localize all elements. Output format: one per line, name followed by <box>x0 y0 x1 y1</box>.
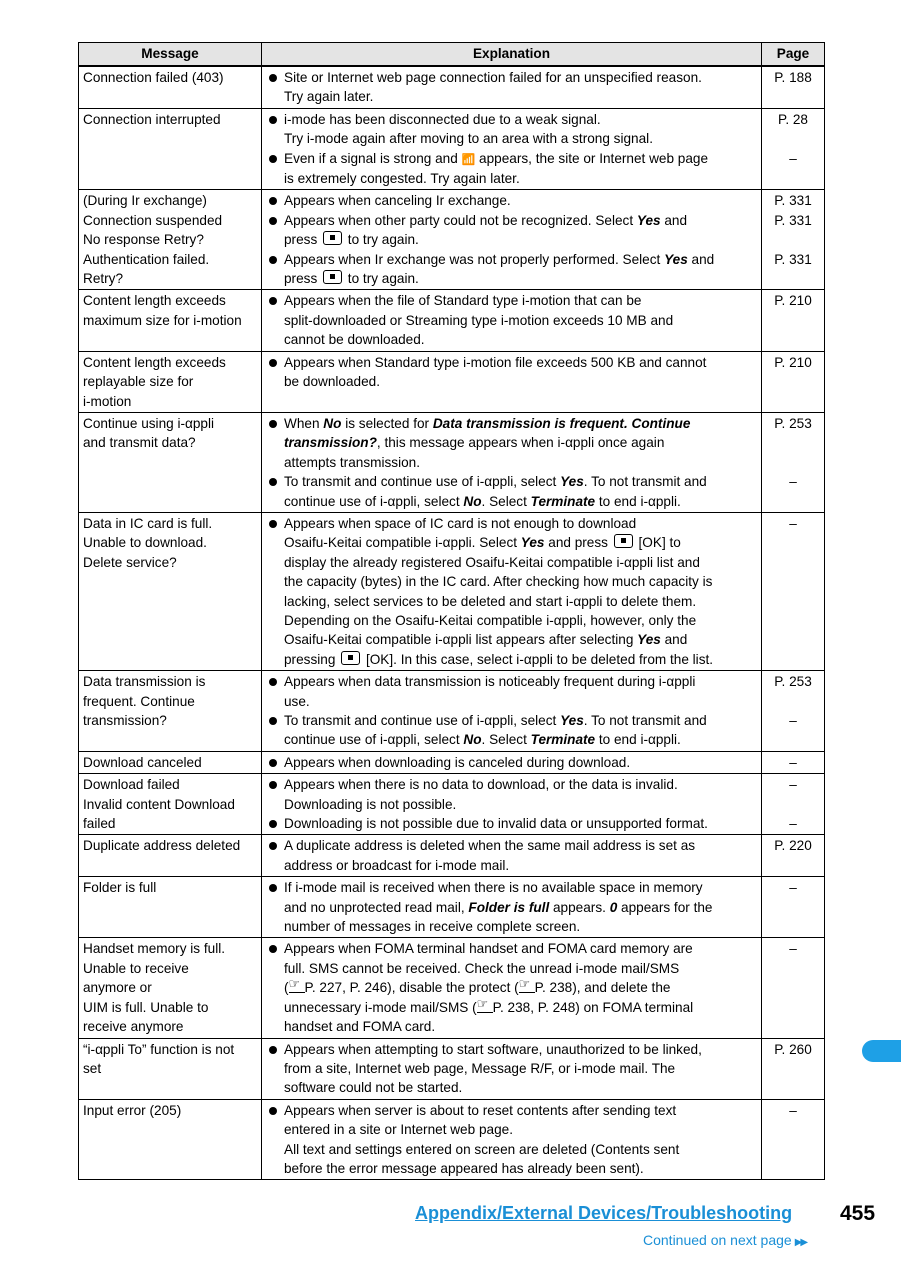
section-title-link[interactable]: Appendix/External Devices/Troubleshooting <box>415 1203 793 1223</box>
center-key-icon <box>614 534 633 548</box>
bullet-item <box>266 110 757 149</box>
page-ref-cell: – – <box>762 774 825 835</box>
bullet-item <box>266 814 757 833</box>
table-row <box>79 877 825 938</box>
message-table <box>78 42 825 1180</box>
explanation-cell <box>262 671 762 752</box>
page-ref-cell: P. 253 – <box>762 412 825 512</box>
message-cell: Data in IC card is full. Unable to download. Delete service? <box>79 512 262 670</box>
page-ref-cell: P. 28 – <box>762 108 825 190</box>
table-row <box>79 1099 825 1180</box>
table-body <box>79 66 825 1180</box>
signal-congestion-icon: 📶 <box>461 152 476 166</box>
bullet-item <box>266 68 757 107</box>
explanation-cell <box>262 108 762 190</box>
bullet-dot-icon <box>266 1040 284 1098</box>
bullet-item <box>266 250 757 289</box>
message-cell: Content length exceeds replayable size for i-motion <box>79 351 262 412</box>
center-key-icon <box>323 231 342 245</box>
bullet-text: Appears when the file of Standard type i-motion that can be split-downloaded or Streaming type i-motion exceeds 10 MB and cannot be downloaded. <box>284 293 674 348</box>
bullet-item <box>266 836 757 875</box>
explanation-cell <box>262 190 762 290</box>
bullet-dot-icon <box>266 672 284 711</box>
bullet-text: Appears when FOMA terminal handset and FOMA card memory are full. SMS cannot be received. Check the unread i-mode mail/SMS (☞ P. 227, P. 246), disable the protect (☞ P. 238), and delete the unnecessary i-mode mail/SMS (☞ P. 238, P. 248) on FOMA terminal handset and FOMA card. <box>284 939 757 1036</box>
page-ref-cell: – <box>762 512 825 670</box>
bullet-dot-icon <box>266 775 284 814</box>
table-row <box>79 671 825 752</box>
bullet-item <box>266 753 757 772</box>
bullet-dot-icon <box>266 814 284 833</box>
bullet-text: A duplicate address is deleted when the same mail address is set as address or broadcast for i-mode mail. <box>284 838 696 873</box>
bullet-dot-icon <box>266 711 284 750</box>
bullet-text: Appears when there is no data to download, or the data is invalid. Downloading is not possible. <box>284 777 678 812</box>
message-cell: Continue using i-αppli and transmit data? <box>79 412 262 512</box>
table-row <box>79 774 825 835</box>
explanation-cell <box>262 512 762 670</box>
bullet-dot-icon <box>266 1101 284 1179</box>
message-cell: Folder is full <box>79 877 262 938</box>
center-key-icon <box>323 270 342 284</box>
bullet-item <box>266 939 757 1036</box>
message-cell: Data transmission is frequent. Continue transmission? <box>79 671 262 752</box>
page-ref-cell: – <box>762 1099 825 1180</box>
page-ref-cell: – <box>762 877 825 938</box>
page-ref-cell: P. 210 <box>762 290 825 351</box>
bullet-text: Appears when Ir exchange was not properly performed. Select Yes and press to try again. <box>284 251 715 287</box>
bullet-item <box>266 353 757 392</box>
message-cell: Connection failed (403) <box>79 66 262 108</box>
bullet-text: Appears when other party could not be recognized. Select Yes and press to try again. <box>284 212 688 248</box>
message-cell: Handset memory is full. Unable to receive anymore or UIM is full. Unable to receive anymore <box>79 938 262 1038</box>
bullet-dot-icon <box>266 472 284 511</box>
bullet-dot-icon <box>266 878 284 936</box>
page-ref-cell: – <box>762 938 825 1038</box>
bullet-text: Site or Internet web page connection failed for an unspecified reason. Try again later. <box>284 70 702 105</box>
bullet-dot-icon <box>266 514 284 669</box>
bullet-text: i-mode has been disconnected due to a weak signal. Try i-mode again after moving to an area with a strong signal. <box>284 111 653 147</box>
bullet-dot-icon <box>266 414 284 472</box>
bullet-dot-icon <box>266 110 284 149</box>
bullet-text: Even if a signal is strong and 📶 appears, the site or Internet web page is extremely congested. Try again later. <box>284 150 709 187</box>
bullet-item <box>266 514 757 669</box>
explanation-cell <box>262 290 762 351</box>
bullet-text: Appears when space of IC card is not enough to download Osaifu-Keitai compatible i-αppli. Select Yes and press [OK] to display the already registered Osaifu-Keitai compatible i-αppli list and the capacity (bytes) in the IC card. After checking how much capacity is lacking, select services to be deleted and start i-αppli to delete them. Depending on the Osaifu-Keitai compatible i-αppli, however, only the Osaifu-Keitai compatible i-αppli list appears after selecting Yes and pressing [OK]. In this case, select i-αppli to be deleted from the list. <box>284 515 714 667</box>
bullet-dot-icon <box>266 149 284 189</box>
page-ref-cell: P. 260 <box>762 1038 825 1099</box>
table-row <box>79 190 825 290</box>
header-explanation: Explanation <box>262 43 762 67</box>
message-cell: Input error (205) <box>79 1099 262 1180</box>
bullet-dot-icon <box>266 191 284 210</box>
double-arrow-right-icon: ▶▶ <box>794 1237 807 1248</box>
bullet-item <box>266 1040 757 1098</box>
explanation-cell <box>262 1038 762 1099</box>
bullet-text: To transmit and continue use of i-αppli, select Yes. To not transmit and continue use of i-αppli, select No. Select Terminate to end i-αppli. <box>284 474 707 509</box>
message-cell: “i-αppli To” function is not set <box>79 1038 262 1099</box>
page-ref-cell: P. 331 P. 331 P. 331 <box>762 190 825 290</box>
explanation-cell <box>262 774 762 835</box>
header-message: Message <box>79 43 262 67</box>
explanation-cell <box>262 351 762 412</box>
table-row <box>79 751 825 773</box>
bullet-dot-icon <box>266 291 284 349</box>
table-row <box>79 412 825 512</box>
page-ref-cell: P. 253 – <box>762 671 825 752</box>
table-row <box>79 290 825 351</box>
bullet-text: Appears when attempting to start software, unauthorized to be linked, from a site, Internet web page, Message R/F, or i-mode mail. The software could not be started. <box>284 1041 702 1096</box>
message-cell: Download failed Invalid content Download failed <box>79 774 262 835</box>
bullet-item <box>266 472 757 511</box>
table-row <box>79 1038 825 1099</box>
bullet-text: Appears when data transmission is noticeably frequent during i-αppli use. <box>284 674 696 709</box>
table-row <box>79 108 825 190</box>
bullet-dot-icon <box>266 836 284 875</box>
reference-pointer-icon <box>519 980 535 993</box>
bullet-item <box>266 711 757 750</box>
header-page: Page <box>762 43 825 67</box>
bullet-text: Appears when downloading is canceled during download. <box>284 754 631 770</box>
bullet-item <box>266 672 757 711</box>
table-row <box>79 66 825 108</box>
page-ref-cell: P. 220 <box>762 835 825 877</box>
continued-note <box>643 1232 806 1248</box>
message-cell: Duplicate address deleted <box>79 835 262 877</box>
table-row <box>79 835 825 877</box>
page-ref-cell: P. 188 <box>762 66 825 108</box>
bullet-text: Appears when canceling Ir exchange. <box>284 193 511 209</box>
bullet-dot-icon <box>266 353 284 392</box>
center-key-icon <box>341 651 360 665</box>
reference-pointer-icon <box>477 1000 493 1013</box>
table-row <box>79 351 825 412</box>
bullet-item <box>266 211 757 250</box>
page-ref-cell: – <box>762 751 825 773</box>
continued-text: Continued on next page <box>643 1232 792 1248</box>
table-row <box>79 938 825 1038</box>
bullet-text: Downloading is not possible due to invalid data or unsupported format. <box>284 816 708 832</box>
bullet-text: When No is selected for Data transmission is frequent. Continue transmission?, this message appears when i-αppli once again attempts transmission. <box>284 415 691 470</box>
bullet-dot-icon <box>266 250 284 289</box>
bullet-text: To transmit and continue use of i-αppli, select Yes. To not transmit and continue use of i-αppli, select No. Select Terminate to end i-αppli. <box>284 713 707 748</box>
explanation-cell <box>262 66 762 108</box>
page-number: 455 <box>840 1202 876 1225</box>
explanation-cell <box>262 1099 762 1180</box>
bullet-text: Appears when Standard type i-motion file exceeds 500 KB and cannot be downloaded. <box>284 354 707 390</box>
message-cell: (During Ir exchange) Connection suspended No response Retry? Authentication failed. Retry? <box>79 190 262 290</box>
table-row <box>79 512 825 670</box>
bullet-item <box>266 414 757 472</box>
explanation-cell <box>262 835 762 877</box>
bullet-dot-icon <box>266 211 284 250</box>
bullet-dot-icon <box>266 753 284 772</box>
bullet-item <box>266 149 757 189</box>
bullet-dot-icon <box>266 939 284 1036</box>
explanation-cell <box>262 412 762 512</box>
explanation-cell <box>262 751 762 773</box>
bullet-item <box>266 878 757 936</box>
bullet-dot-icon <box>266 68 284 107</box>
bullet-item <box>266 291 757 349</box>
message-cell: Content length exceeds maximum size for i-motion <box>79 290 262 351</box>
explanation-cell <box>262 877 762 938</box>
reference-pointer-icon <box>289 980 305 993</box>
message-cell: Download canceled <box>79 751 262 773</box>
bullet-item <box>266 775 757 814</box>
bullet-text: If i-mode mail is received when there is no available space in memory and no unprotected read mail, Folder is full appears. 0 appears for the number of messages in receive complete screen. <box>284 880 713 935</box>
table-header-row <box>79 43 825 67</box>
explanation-cell <box>262 938 762 1038</box>
page-ref-cell: P. 210 <box>762 351 825 412</box>
bullet-item <box>266 1101 757 1179</box>
bullet-text: Appears when server is about to reset contents after sending text entered in a site or Internet web page. All text and settings entered on screen are deleted (Contents sent before the error message appeared has already been sent). <box>284 1102 680 1176</box>
section-index-tab <box>862 1040 901 1062</box>
message-cell: Connection interrupted <box>79 108 262 190</box>
bullet-item <box>266 191 757 210</box>
message-table-container <box>78 42 824 1180</box>
